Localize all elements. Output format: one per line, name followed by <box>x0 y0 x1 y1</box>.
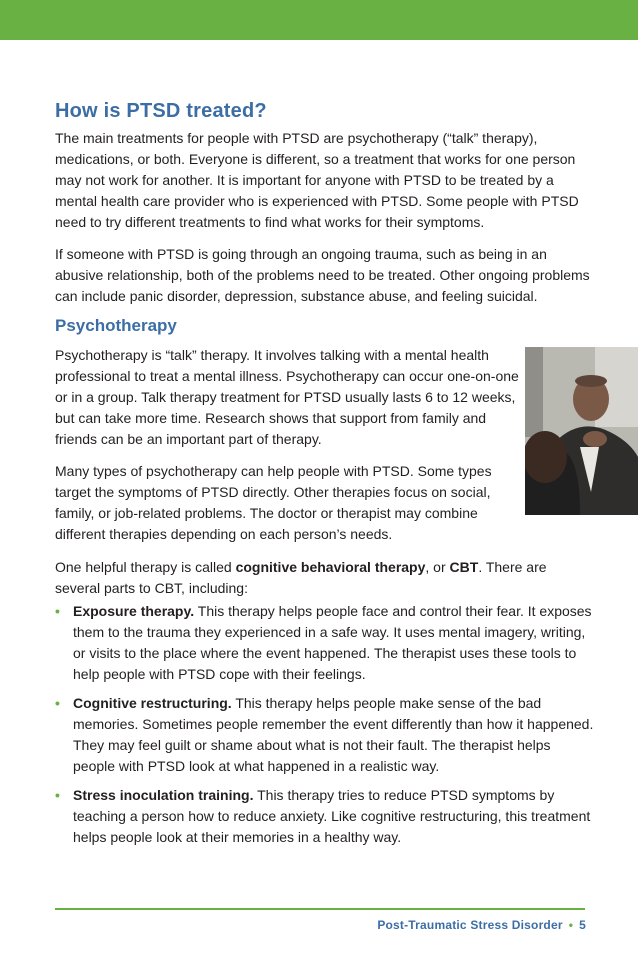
footer-divider <box>55 908 585 910</box>
page-heading: How is PTSD treated? <box>55 100 267 122</box>
cbt-intro-paragraph <box>55 557 590 599</box>
psychotherapy-types-paragraph: Many types of psychotherapy can help people with PTSD. Some types target the symptoms of PTSD directly. Other therapies focus on social, family, or job-related problems. The doctor or therapist may combine different therapies depending on each person’s needs. <box>55 463 492 542</box>
ongoing-trauma-paragraph: If someone with PTSD is going through an ongoing trauma, such as being in an abusive relationship, both of the problems need to be treated. Other ongoing problems can include panic disorder, depression, substance abuse, and feeling suicidal. <box>55 246 590 304</box>
cbt-parts-list <box>55 601 595 856</box>
cbt-abbrev: CBT <box>449 559 479 575</box>
bullet-text: This therapy tries to reduce PTSD symptoms by teaching a person how to reduce anxiety. Like cognitive restructuring, this treatment helps people look at their memories in a healthy way. <box>73 787 591 845</box>
list-item-exposure-therapy <box>55 601 595 685</box>
cbt-intro-text: One helpful therapy is called <box>55 559 236 575</box>
therapy-photo-illustration <box>525 347 638 515</box>
bullet-text: This therapy helps people face and control their fear. It exposes them to the trauma they experienced in a safe way. It uses mental imagery, writing, or visits to the place where the event happened. The therapist uses these tools to help people with PTSD cope with their feelings. <box>73 603 592 682</box>
psychotherapy-paragraph: Psychotherapy is “talk” therapy. It involves talking with a mental health professional to treat a mental illness. Psychotherapy can occur one-on-one or in a group. Talk therapy treatment for PTSD usually lasts 6 to 12 weeks, but can take more time. Research shows that support from family and friends can be an important part of therapy. <box>55 347 519 447</box>
list-item-stress-inoculation <box>55 785 595 848</box>
bullet-icon: • <box>55 603 60 619</box>
footer-title: Post-Traumatic Stress Disorder <box>377 918 563 932</box>
bullet-icon: • <box>55 695 60 711</box>
therapy-session-photo <box>525 347 638 515</box>
cbt-intro-text-mid: , or <box>425 559 450 575</box>
psychotherapy-heading: Psychotherapy <box>55 316 177 335</box>
bullet-text: This therapy helps people make sense of the bad memories. Sometimes people remember the event differently than how it happened. They may feel guilt or shame about what is not their fault. The therapist helps people with PTSD look at what happened in a realistic way. <box>73 695 594 774</box>
bullet-icon: • <box>55 787 60 803</box>
cbt-term: cognitive behavioral therapy <box>235 559 426 575</box>
footer-separator: • <box>568 918 574 932</box>
bullet-term: Cognitive restructuring. <box>73 695 232 711</box>
bullet-term: Exposure therapy. <box>73 603 195 619</box>
page-number: 5 <box>579 918 586 932</box>
intro-paragraph: The main treatments for people with PTSD are psychotherapy (“talk” therapy), medications, or both. Everyone is different, so a treatment that works for one person may not work for another. It is important for anyone with PTSD to be treated by a mental health care provider who is experienced with PTSD. Some people with PTSD need to try different treatments to find what works for their symptoms. <box>55 130 579 230</box>
page-footer <box>377 918 586 932</box>
bullet-term: Stress inoculation training. <box>73 787 254 803</box>
top-color-bar <box>0 0 638 40</box>
list-item-cognitive-restructuring <box>55 693 595 777</box>
cbt-intro-text-end: . There are several parts to CBT, including: <box>55 559 547 596</box>
